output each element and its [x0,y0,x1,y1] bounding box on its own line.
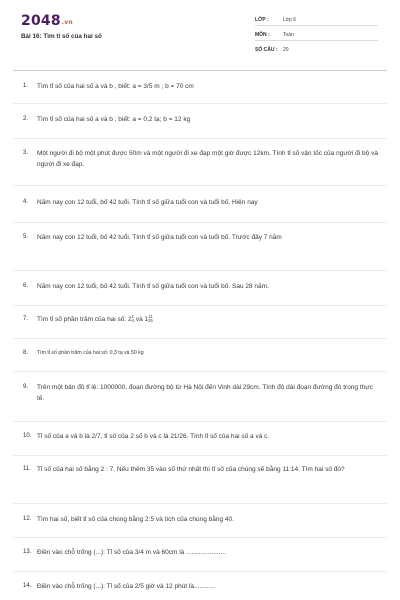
question-text: Tìm tỉ số phần trăm của hai số: 0,3 tạ và 50 kg [37,350,144,356]
question-text-lead: Tìm tỉ số phần trăm của hai số: [37,316,129,323]
fraction-denominator: 4 [131,318,135,323]
question-number: 10. [23,433,32,439]
site-logo[interactable] [21,13,73,29]
question-text: Tìm tỉ số của hai số a và b , biết: a = 3/5 m ; b = 70 cm [37,83,194,90]
question-number: 12. [23,516,32,522]
question-divider [13,571,387,572]
question-item [23,514,378,525]
question-number: 2. [23,116,29,122]
question-text: Một người đi bộ một phút được 50m và một người đi xe đạp một giờ được 12km. Tính tỉ số vận tốc của người đi bộ và người đi xe đạp. [37,150,378,168]
mixed-number [145,316,153,323]
lesson-title: Bài 16: Tìm tỉ số của hai số [21,33,102,40]
page-header [0,0,400,70]
question-number: 1. [23,83,29,89]
question-divider [13,270,387,271]
question-divider [13,455,387,456]
question-divider [13,222,387,223]
mixed-whole: 1 [144,316,149,323]
question-item [23,431,378,442]
meta-subject-value: Toán [283,32,294,38]
meta-class-value: Lớp 6 [283,17,297,23]
question-divider [13,103,387,104]
question-divider [13,185,387,186]
meta-count-value: 20 [283,47,289,53]
header-rule [13,70,387,71]
logo-number: 2048 [21,13,61,29]
question-item [23,464,378,475]
question-item [23,314,378,325]
question-number: 14. [23,583,32,589]
question-number: 6. [23,283,29,289]
question-number: 4. [23,199,29,205]
question-text: Trên một bản đồ tỉ lệ: 1000000, đoạn đường bộ từ Hà Nội đến Vinh dài 29cm. Tính độ dài đoạn đường đó trong thực tế. [37,384,373,402]
question-divider [13,537,387,538]
meta-subject-label: MÔN : [255,32,270,38]
mixed-whole: 2 [128,316,132,323]
question-text: Điền vào chỗ trống (...): Tỉ số của 2/5 giờ và 12 phút là............ [37,583,216,590]
question-text: Tỉ số của hai số bằng 2 : 7. Nếu thêm 35 vào số thứ nhất thì tỉ số của chúng sẽ bằng 11:14. Tìm hai số đó? [37,466,345,473]
question-number: 8. [23,350,29,356]
logo-suffix: .vn [61,19,73,26]
meta-divider [255,25,378,26]
question-item [23,148,378,170]
question-number: 7. [23,316,29,322]
question-divider [13,371,387,372]
question-text: Năm nay con 12 tuổi, bố 42 tuổi. Tính tỉ số giữa tuổi con và tuổi bố. Sau 28 năm. [37,283,269,290]
question-item [23,114,378,125]
question-text: Tìm hai số, biết tỉ số của chúng bằng 2:5 và tích của chúng bằng 40. [37,516,234,523]
question-item [23,348,378,359]
question-divider [13,503,387,504]
fraction-denominator: 25 [148,318,153,323]
meta-count-label: SỐ CÂU : [255,47,278,53]
meta-class-label: LỚP : [255,17,269,23]
question-item [23,547,378,558]
question-item [23,581,378,592]
question-text: Tìm tỉ số của hai số a và b , biết: a = 0,2 tạ; b = 12 kg [37,116,191,123]
fraction-numerator: 11 [148,314,153,319]
meta-divider [255,40,378,41]
question-text: Năm nay con 12 tuổi, bố 42 tuổi. Tính tỉ số giữa tuổi con và tuổi bố. Hiện nay [37,199,258,206]
question-number: 13. [23,549,32,555]
question-number: 3. [23,150,29,156]
question-text: Năm nay con 12 tuổi, bố 42 tuổi. Tính tỉ số giữa tuổi con và tuổi bố. Trước đây 7 năm [37,234,282,241]
question-item [23,81,378,92]
question-divider [13,421,387,422]
fraction [148,315,153,323]
question-text: Điền vào chỗ trống (...): Tỉ số của 3/4 m và 60cm là ...................... [37,549,226,556]
question-divider [13,138,387,139]
question-divider [13,305,387,306]
question-item [23,382,378,404]
question-number: 11. [23,466,31,472]
question-text-mid: và [134,316,145,323]
question-item [23,197,378,208]
question-text: Tỉ số của a và b là 2/7, tỉ số của 2 số b và c là 21/26. Tính tỉ số của hai số a và c. [37,433,270,440]
question-number: 9. [23,384,29,390]
question-divider [13,338,387,339]
question-item [23,232,378,243]
question-text [37,314,378,325]
fraction-numerator: 1 [131,314,135,319]
question-number: 5. [23,234,29,240]
question-item [23,281,378,292]
